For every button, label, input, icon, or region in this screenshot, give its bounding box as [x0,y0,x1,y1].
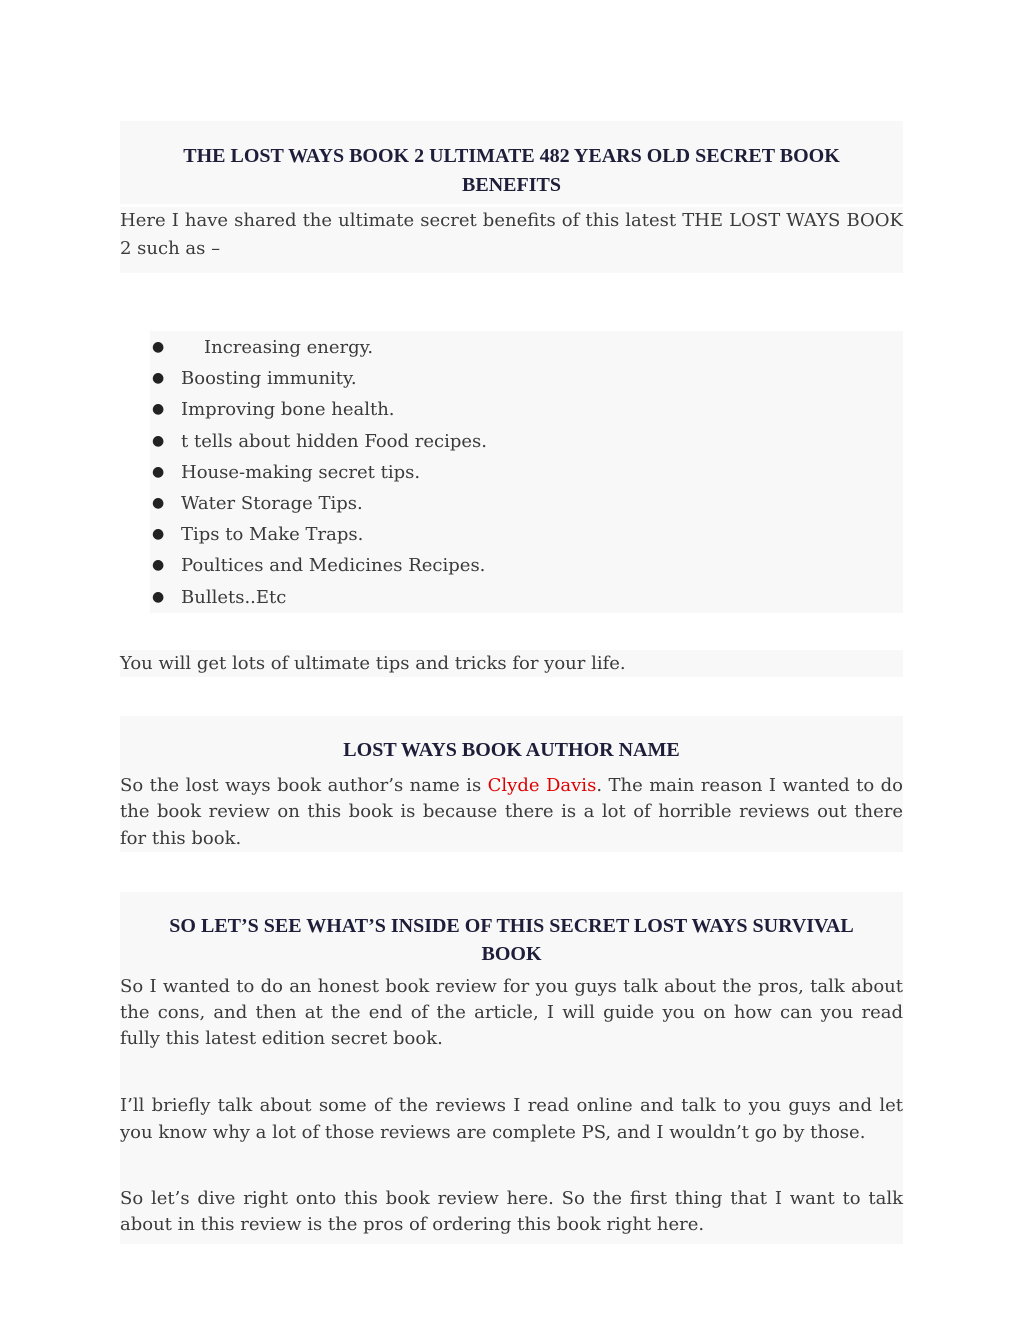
benefits-list [150,331,903,613]
list-item: ● Increasing energy. [150,332,903,363]
list-item: ● Tips to Make Traps. [150,519,903,550]
inside-paragraph-1: So I wanted to do an honest book review for you guys talk about the pros, talk about the cons, and then at the end of the article, I will guide you on how can you read fully this latest edition secret book. [120,970,903,1052]
list-item: ● House-making secret tips. [150,457,903,488]
benefits-intro: Here I have shared the ultimate secret benefits of this latest THE LOST WAYS BOOK 2 such as – [120,207,903,273]
bullet-icon: ● [152,401,165,418]
section-heading-inside: SO LET’S SEE WHAT’S INSIDE OF THIS SECRET LOST WAYS SURVIVAL BOOK [120,892,903,970]
bullet-icon: ● [152,526,165,543]
spacer [120,1146,903,1186]
bullet-icon: ● [152,494,165,511]
inside-paragraph-3: So let’s dive right onto this book review here. So the first thing that I want to talk about in this review is the pros of ordering this book right here. [120,1186,903,1244]
list-item: ● Improving bone health. [150,394,903,425]
list-item: ● t tells about hidden Food recipes. [150,426,903,457]
author-paragraph: So the lost ways book author’s name is Clyde Davis. The main reason I wanted to do the book review on this book is because there is a lot of horrible reviews out there for this book. [120,770,903,853]
list-item: ● Boosting immunity. [150,363,903,394]
bullet-icon: ● [152,463,165,480]
list-item: ● Water Storage Tips. [150,488,903,519]
section-heading-author: LOST WAYS BOOK AUTHOR NAME [120,716,903,770]
bullet-icon: ● [152,432,165,449]
bullet-icon: ● [152,339,165,355]
inside-paragraph-2: I’ll briefly talk about some of the reviews I read online and talk to you guys and let you know why a lot of those reviews are complete PS, and I wouldn’t go by those. [120,1092,903,1146]
author-name-link[interactable]: Clyde Davis [487,774,597,796]
bullet-icon: ● [152,588,165,605]
document-page [120,121,903,1244]
section-heading-benefits: THE LOST WAYS BOOK 2 ULTIMATE 482 YEARS OLD SECRET BOOK BENEFITS [120,121,903,204]
list-item: ● Poultices and Medicines Recipes. [150,550,903,581]
spacer [120,1052,903,1092]
bullet-icon: ● [152,370,165,387]
bullet-icon: ● [152,557,165,574]
list-item: ● Bullets..Etc [150,582,903,613]
benefits-outro: You will get lots of ultimate tips and tricks for your life. [120,650,903,677]
